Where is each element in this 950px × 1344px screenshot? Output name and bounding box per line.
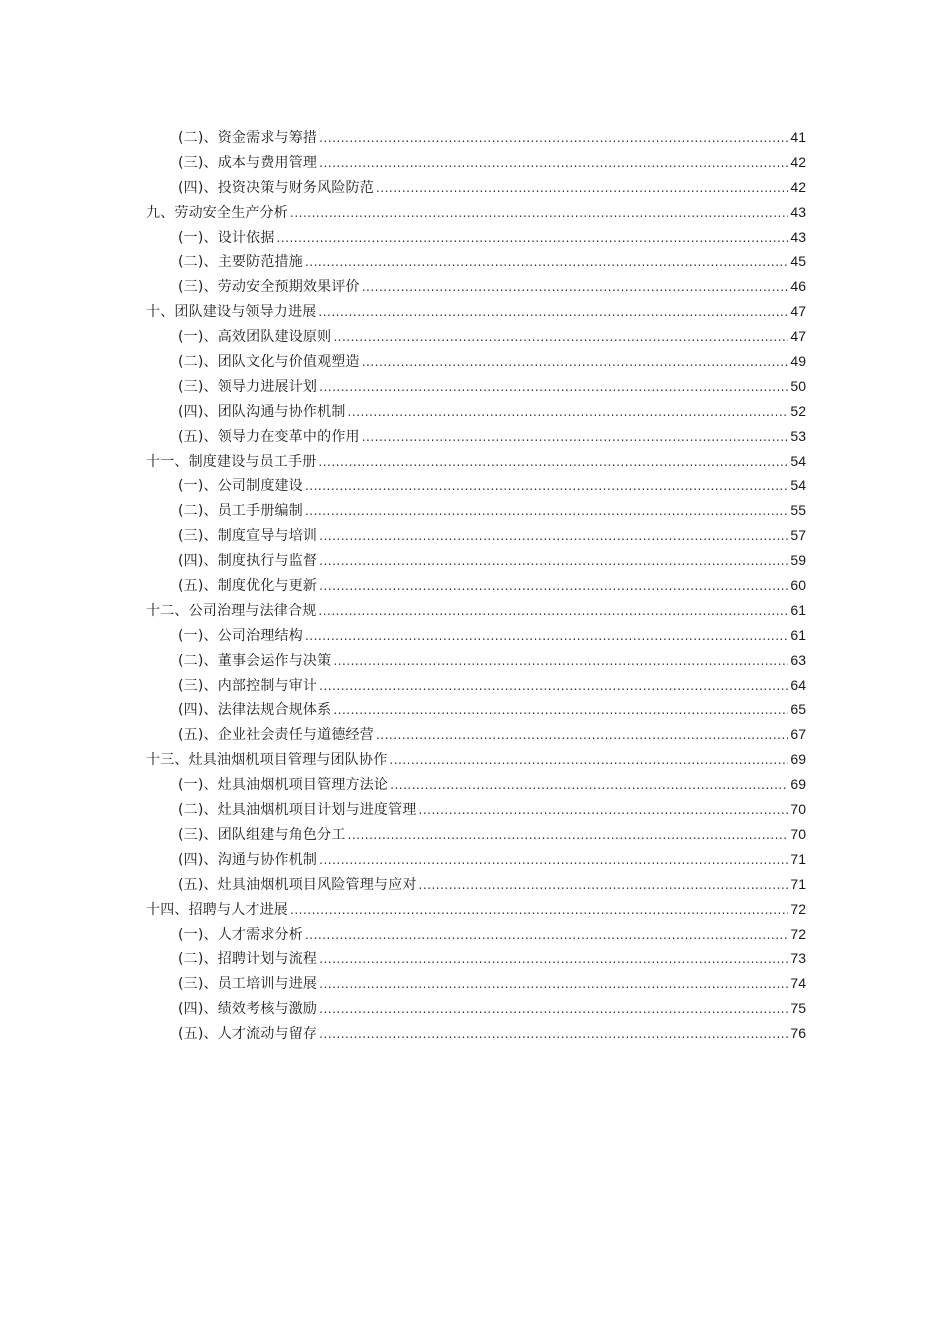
toc-entry-page-number: 75 (790, 1000, 806, 1017)
toc-entry-page-number: 57 (790, 527, 806, 544)
toc-dot-leader (362, 275, 789, 300)
toc-entry-page-number: 69 (790, 751, 806, 768)
toc-entry-title: (四)、法律法规合规体系 (178, 702, 332, 719)
toc-dot-leader (319, 151, 788, 176)
toc-section-entry[interactable] (146, 996, 806, 1021)
toc-dot-leader (319, 549, 788, 574)
toc-section-entry[interactable] (146, 249, 806, 274)
toc-dot-leader (319, 674, 788, 699)
toc-dot-leader (333, 649, 788, 674)
toc-entry-title: (五)、企业社会责任与道德经营 (178, 727, 374, 744)
toc-dot-leader (348, 823, 789, 848)
toc-dot-leader (305, 474, 788, 499)
toc-entry-title: (五)、制度优化与更新 (178, 578, 318, 595)
toc-entry-page-number: 67 (790, 726, 806, 743)
toc-section-entry[interactable] (146, 971, 806, 996)
toc-dot-leader (333, 698, 788, 723)
toc-section-entry[interactable] (146, 673, 806, 698)
toc-entry-page-number: 65 (790, 701, 806, 718)
toc-dot-leader (390, 773, 788, 798)
toc-entry-title: (三)、成本与费用管理 (178, 154, 318, 171)
toc-dot-leader (277, 226, 789, 251)
toc-entry-page-number: 49 (790, 353, 806, 370)
toc-section-entry[interactable] (146, 847, 806, 872)
toc-entry-page-number: 69 (790, 776, 806, 793)
toc-section-entry[interactable] (146, 473, 806, 498)
toc-entry-title: (三)、劳动安全预期效果评价 (178, 279, 360, 296)
toc-section-entry[interactable] (146, 822, 806, 847)
toc-entry-page-number: 52 (790, 402, 806, 419)
toc-section-entry[interactable] (146, 424, 806, 449)
toc-dot-leader (376, 723, 788, 748)
toc-dot-leader (319, 524, 788, 549)
toc-dot-leader (419, 798, 789, 823)
toc-entry-page-number: 53 (790, 427, 806, 444)
toc-section-entry[interactable] (146, 722, 806, 747)
toc-entry-page-number: 54 (790, 477, 806, 494)
toc-entry-page-number: 71 (790, 850, 806, 867)
toc-entry-page-number: 70 (790, 825, 806, 842)
toc-dot-leader (319, 574, 788, 599)
toc-section-entry[interactable] (146, 225, 806, 250)
toc-entry-title: (一)、公司治理结构 (178, 627, 303, 644)
toc-entry-page-number: 55 (790, 502, 806, 519)
toc-chapter-entry[interactable] (146, 299, 806, 324)
toc-entry-page-number: 41 (790, 129, 806, 145)
toc-dot-leader (305, 250, 788, 275)
toc-dot-leader (333, 325, 788, 350)
toc-section-entry[interactable] (146, 697, 806, 722)
toc-dot-leader (305, 624, 788, 649)
toc-section-entry[interactable] (146, 548, 806, 573)
toc-entry-page-number: 46 (790, 278, 806, 295)
toc-entry-page-number: 59 (790, 552, 806, 569)
toc-entry-title: (四)、团队沟通与协作机制 (178, 403, 346, 420)
toc-entry-page-number: 47 (790, 328, 806, 345)
toc-section-entry[interactable] (146, 573, 806, 598)
toc-entry-page-number: 71 (790, 875, 806, 892)
toc-section-entry[interactable] (146, 324, 806, 349)
toc-dot-leader (419, 873, 789, 898)
toc-entry-title: (一)、人才需求分析 (178, 926, 303, 943)
toc-entry-page-number: 47 (790, 303, 806, 320)
toc-entry-page-number: 72 (790, 925, 806, 942)
toc-dot-leader (362, 350, 789, 375)
toc-chapter-entry[interactable] (146, 200, 806, 225)
toc-section-entry[interactable] (146, 872, 806, 897)
toc-entry-page-number: 61 (790, 601, 806, 618)
toc-entry-title: (四)、绩效考核与激励 (178, 1001, 318, 1018)
toc-entry-title: (二)、资金需求与筹措 (178, 130, 318, 146)
toc-section-entry[interactable] (146, 523, 806, 548)
toc-entry-title: 十二、公司治理与法律合规 (146, 602, 317, 619)
toc-entry-title: (五)、灶具油烟机项目风险管理与应对 (178, 876, 417, 893)
toc-dot-leader (348, 400, 789, 425)
toc-dot-leader (319, 848, 788, 873)
toc-section-entry[interactable] (146, 772, 806, 797)
toc-entry-title: (四)、沟通与协作机制 (178, 851, 318, 868)
toc-dot-leader (305, 499, 788, 524)
toc-dot-leader (319, 947, 788, 972)
toc-entry-page-number: 70 (790, 801, 806, 818)
toc-section-entry[interactable] (146, 1021, 806, 1046)
toc-dot-leader (319, 972, 788, 997)
toc-entry-title: (五)、领导力在变革中的作用 (178, 428, 360, 445)
toc-dot-leader (319, 126, 788, 151)
toc-entry-title: (二)、董事会运作与决策 (178, 652, 332, 669)
toc-dot-leader (318, 450, 788, 475)
table-of-contents (146, 125, 806, 1046)
toc-section-entry[interactable] (146, 150, 806, 175)
toc-chapter-entry[interactable] (146, 449, 806, 474)
toc-entry-title: (五)、人才流动与留存 (178, 1026, 318, 1043)
toc-entry-title: 十四、招聘与人才进展 (146, 901, 288, 918)
toc-chapter-entry[interactable] (146, 598, 806, 623)
toc-entry-title: (二)、招聘计划与流程 (178, 951, 318, 968)
toc-dot-leader (319, 997, 788, 1022)
toc-section-entry[interactable] (146, 274, 806, 299)
toc-entry-page-number: 72 (790, 900, 806, 917)
toc-section-entry[interactable] (146, 175, 806, 200)
toc-entry-title: (三)、制度宣导与培训 (178, 528, 318, 545)
toc-chapter-entry[interactable] (146, 897, 806, 922)
toc-dot-leader (362, 425, 789, 450)
toc-entry-title: (一)、高效团队建设原则 (178, 329, 332, 346)
toc-section-entry[interactable] (146, 946, 806, 971)
toc-dot-leader (318, 300, 788, 325)
toc-entry-page-number: 64 (790, 676, 806, 693)
toc-entry-page-number: 60 (790, 577, 806, 594)
toc-entry-title: (三)、内部控制与审计 (178, 677, 318, 694)
toc-section-entry[interactable] (146, 374, 806, 399)
toc-dot-leader (319, 375, 788, 400)
toc-entry-page-number: 43 (790, 228, 806, 245)
toc-entry-page-number: 42 (790, 153, 806, 170)
toc-section-entry[interactable] (146, 399, 806, 424)
toc-entry-title: 九、劳动安全生产分析 (146, 204, 288, 221)
toc-section-entry[interactable] (146, 797, 806, 822)
toc-entry-page-number: 63 (790, 651, 806, 668)
toc-entry-page-number: 76 (790, 1025, 806, 1042)
toc-dot-leader (290, 898, 788, 923)
toc-entry-title: (一)、公司制度建设 (178, 478, 303, 495)
toc-entry-title: 十一、制度建设与员工手册 (146, 453, 317, 470)
toc-entry-title: 十、团队建设与领导力进展 (146, 304, 317, 321)
toc-chapter-entry[interactable] (146, 747, 806, 772)
toc-entry-page-number: 73 (790, 950, 806, 967)
toc-entry-page-number: 45 (790, 253, 806, 270)
toc-entry-title: 十三、灶具油烟机项目管理与团队协作 (146, 752, 388, 769)
toc-entry-title: (二)、团队文化与价值观塑造 (178, 354, 360, 371)
toc-entry-title: (二)、灶具油烟机项目计划与进度管理 (178, 802, 417, 819)
toc-dot-leader (319, 1022, 788, 1047)
toc-entry-page-number: 61 (790, 626, 806, 643)
toc-dot-leader (389, 748, 788, 773)
toc-dot-leader (290, 201, 788, 226)
toc-section-entry[interactable] (146, 498, 806, 523)
toc-entry-page-number: 54 (790, 452, 806, 469)
toc-section-entry[interactable] (146, 349, 806, 374)
toc-section-entry[interactable] (146, 125, 806, 150)
toc-entry-title: (二)、主要防范措施 (178, 254, 303, 271)
toc-entry-page-number: 43 (790, 203, 806, 220)
toc-dot-leader (305, 923, 788, 948)
toc-section-entry[interactable] (146, 648, 806, 673)
toc-entry-title: (三)、团队组建与角色分工 (178, 826, 346, 843)
toc-entry-title: (一)、设计依据 (178, 229, 275, 246)
toc-dot-leader (376, 176, 788, 201)
toc-entry-title: (一)、灶具油烟机项目管理方法论 (178, 777, 389, 794)
toc-entry-title: (四)、制度执行与监督 (178, 553, 318, 570)
toc-entry-page-number: 42 (790, 178, 806, 195)
toc-dot-leader (318, 599, 788, 624)
toc-entry-title: (二)、员工手册编制 (178, 503, 303, 520)
toc-section-entry[interactable] (146, 623, 806, 648)
toc-entry-title: (三)、员工培训与进展 (178, 976, 318, 993)
toc-section-entry[interactable] (146, 922, 806, 947)
toc-entry-page-number: 50 (790, 377, 806, 394)
toc-entry-title: (三)、领导力进展计划 (178, 378, 318, 395)
toc-entry-page-number: 74 (790, 975, 806, 992)
toc-entry-title: (四)、投资决策与财务风险防范 (178, 179, 374, 196)
